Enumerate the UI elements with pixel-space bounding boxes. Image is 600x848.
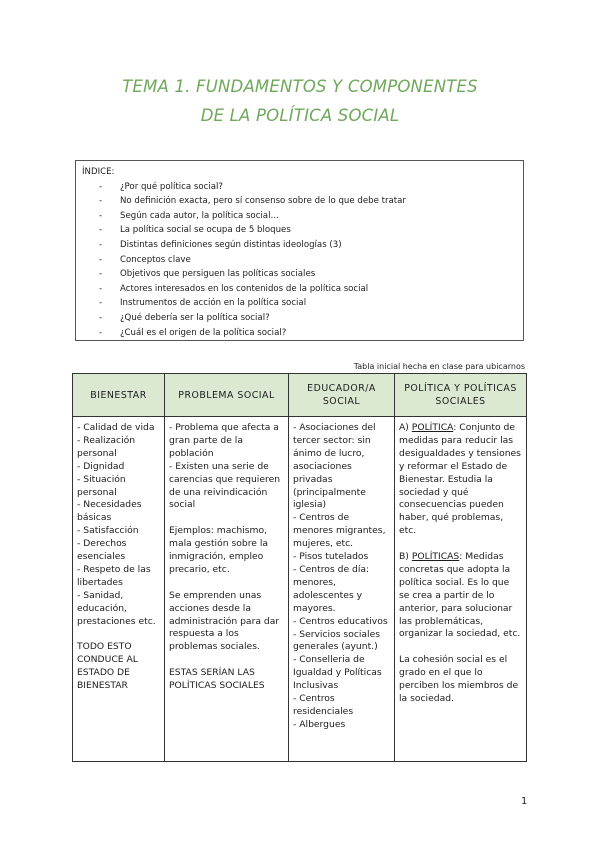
text: : Medidas concretas que adopta la política social. Es lo que se crea a partir de lo anterior, para solucionar las problemáticas, organizar la sociedad, etc. bbox=[399, 551, 521, 640]
index-item: - Según cada autor, la política social… bbox=[82, 209, 517, 224]
cell-line: - Servicios sociales generales (ayunt.) bbox=[293, 628, 381, 653]
index-item: - La política social se ocupa de 5 bloques bbox=[82, 223, 517, 238]
problema-conclusion: ESTAS SERÍAN LAS POLÍTICAS SOCIALES bbox=[169, 667, 265, 692]
header-bienestar: BIENESTAR bbox=[73, 374, 165, 417]
index-box bbox=[75, 160, 524, 341]
index-item: - Distintas definiciones según distintas ideologías (3) bbox=[82, 238, 517, 253]
cell-line: - Centros de día: menores, adolescentes y mayores. bbox=[293, 563, 370, 614]
cohesion-note: La cohesión social es el grado en el que lo perciben los miembros de la sociedad. bbox=[399, 654, 519, 704]
cell-line: - Derechos esenciales bbox=[77, 538, 127, 563]
page-title-line-1: TEMA 1. FUNDAMENTOS Y COMPONENTES bbox=[122, 77, 478, 96]
concepts-table bbox=[72, 373, 527, 762]
table-caption: Tabla inicial hecha en clase para ubicarnos bbox=[353, 362, 525, 371]
cell-line: - Situación personal bbox=[77, 473, 126, 498]
cell-line: - Satisfacción bbox=[77, 525, 139, 537]
index-list bbox=[82, 180, 517, 341]
cell-line: - Sanidad, educación, prestaciones etc. bbox=[77, 589, 156, 627]
table-row bbox=[73, 417, 527, 762]
cell-line: - Conselleria de Igualdad y Políticas Inclusivas bbox=[293, 654, 382, 692]
cell-line: Ejemplos: machismo, mala gestión sobre la inmigración, empleo precario, etc. bbox=[169, 525, 269, 575]
cell-line: - Pisos tutelados bbox=[293, 551, 369, 563]
index-item: - Conceptos clave bbox=[82, 253, 517, 268]
term-politicas: POLÍTICAS bbox=[411, 551, 460, 563]
text: : Conjunto de medidas para reducir las desigualdades y tensiones y reformar el Estado de Bienestar. Estudia la sociedad y qué consecuencias pueden haber, qué problemas, etc. bbox=[399, 422, 521, 537]
page-title-line-2: DE LA POLÍTICA SOCIAL bbox=[200, 106, 400, 125]
cell-line: - Dignidad bbox=[77, 460, 125, 472]
cell-line: - Centros de menores migrantes, mujeres, etc. bbox=[293, 512, 386, 550]
index-item: - Actores interesados en los contenidos de la política social bbox=[82, 282, 517, 297]
bienestar-conclusion: TODO ESTO CONDUCE AL ESTADO DE BIENESTAR bbox=[77, 641, 138, 692]
cell-politica-sociales bbox=[395, 417, 527, 762]
cell-bienestar bbox=[73, 417, 165, 762]
cell-line: - Respeto de las libertades bbox=[77, 563, 151, 588]
index-item: - Objetivos que persiguen las políticas sociales bbox=[82, 267, 517, 282]
header-politica-sociales: POLÍTICA Y POLÍTICAS SOCIALES bbox=[395, 374, 527, 417]
cell-line: - Centros residenciales bbox=[293, 693, 354, 717]
cell-line: - Albergues bbox=[293, 718, 346, 730]
cell-line: - Centros educativos bbox=[293, 615, 388, 627]
cell-problema-social bbox=[165, 417, 289, 762]
index-item: - No definición exacta, pero sí consenso sobre de lo que debe tratar bbox=[82, 194, 517, 209]
index-item: - Instrumentos de acción en la política social bbox=[82, 296, 517, 311]
prefix: A) bbox=[399, 422, 412, 433]
index-item: - ¿Por qué política social? bbox=[82, 180, 517, 195]
definition-politica bbox=[399, 422, 522, 538]
term-politica: POLÍTICA bbox=[411, 422, 454, 433]
cell-educador-social bbox=[289, 417, 395, 762]
cell-line: - Realización personal bbox=[77, 434, 136, 459]
header-educador-social: EDUCADOR/A SOCIAL bbox=[289, 374, 395, 417]
cell-line: - Calidad de vida bbox=[77, 422, 155, 433]
cell-line: - Necesidades básicas bbox=[77, 499, 142, 524]
cell-line: - Existen una serie de carencias que requieren de una reivindicación social bbox=[169, 460, 281, 511]
table-header-row bbox=[73, 374, 527, 417]
prefix: B) bbox=[399, 551, 412, 563]
page-number: 1 bbox=[521, 796, 528, 807]
cell-line: Se emprenden unas acciones desde la administración para dar respuesta a los problemas sociales. bbox=[169, 589, 280, 653]
header-problema-social: PROBLEMA SOCIAL bbox=[165, 374, 289, 417]
definition-politicas bbox=[399, 551, 522, 641]
index-item: - ¿Qué debería ser la política social? bbox=[82, 311, 517, 326]
index-heading: ÍNDICE: bbox=[82, 167, 115, 177]
index-item: - ¿Cuál es el origen de la política social? bbox=[82, 326, 517, 341]
cell-line: - Problema que afecta a gran parte de la población bbox=[169, 422, 279, 459]
cell-line: - Asociaciones del tercer sector: sin ánimo de lucro, asociaciones privadas (principalmente iglesia) bbox=[293, 422, 376, 511]
